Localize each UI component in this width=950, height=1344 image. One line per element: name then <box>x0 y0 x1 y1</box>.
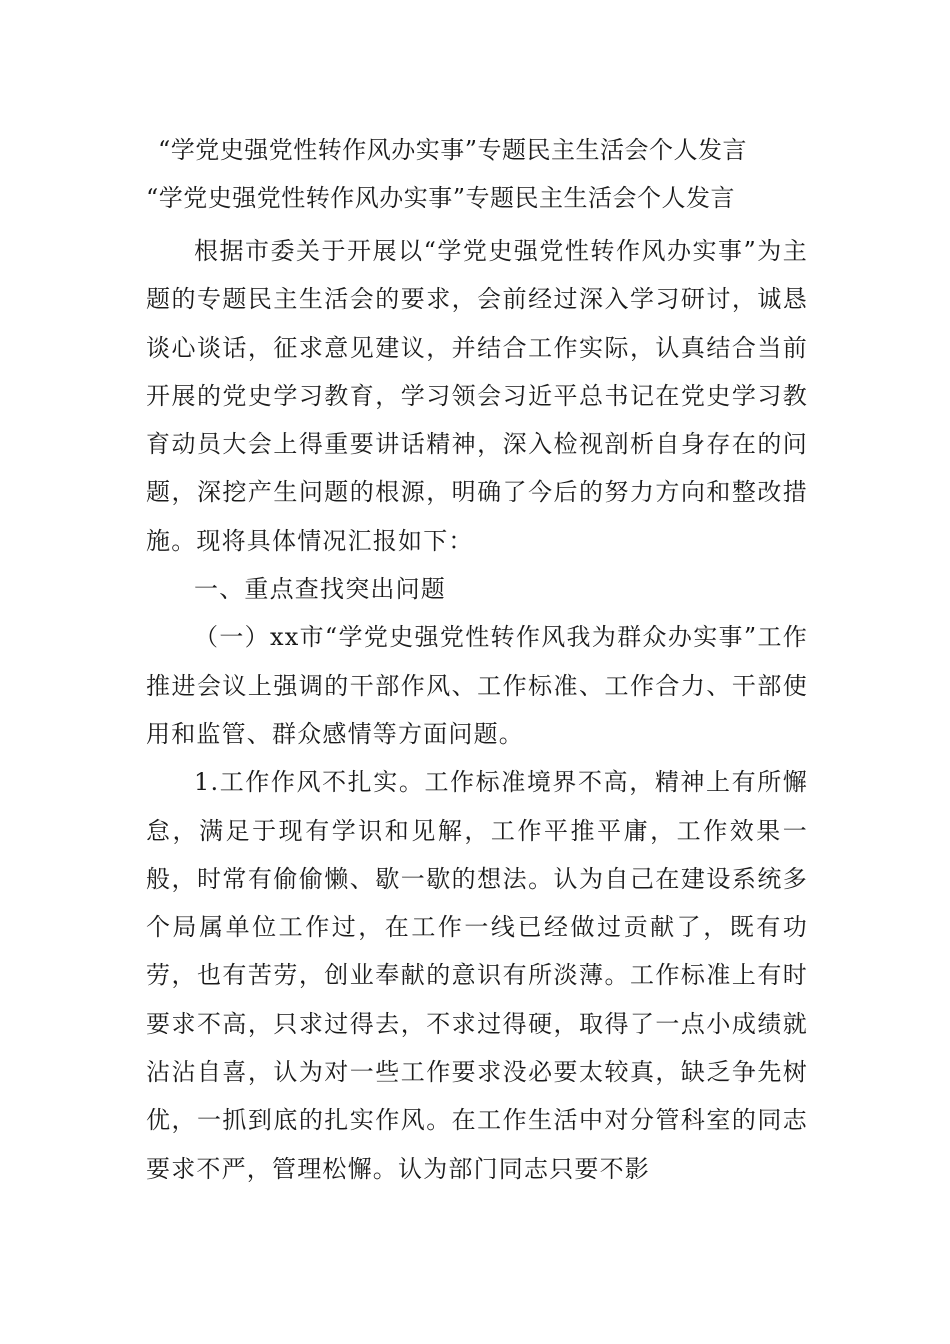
paragraph-intro: 根据市委关于开展以“学党史强党性转作风办实事”为主题的专题民主生活会的要求，会前经过深入学习研讨，诚恳谈心谈话，征求意见建议，并结合工作实际，认真结合当前开展的党史学习教育，学习领会习近平总书记在党史学习教育动员大会上得重要讲话精神，深入检视剖析自身存在的问题，深挖产生问题的根源，明确了今后的努力方向和整改措施。现将具体情况汇报如下： <box>146 237 808 555</box>
document-title-line-2: “学党史强党性转作风办实事”专题民主生活会个人发言 <box>146 184 736 212</box>
document-body <box>146 227 808 1193</box>
paragraph-item-1: 1.工作作风不扎实。工作标准境界不高，精神上有所懈怠，满足于现有学识和见解，工作平推平庸，工作效果一般，时常有偷偷懒、歇一歇的想法。认为自己在建设系统多个局属单位工作过，在工作一线已经做过贡献了，既有功劳，也有苦劳，创业奉献的意识有所淡薄。工作标准上有时要求不高，只求过得去，不求过得硬，取得了一点小成绩就沾沾自喜，认为对一些工作要求没必要太较真，缺乏争先树优，一抓到底的扎实作风。在工作生活中对分管科室的同志要求不严，管理松懈。认为部门同志只要不影 <box>146 768 808 1183</box>
section-heading-1: 一、重点查找突出问题 <box>194 575 446 604</box>
subsection-heading-1: （一）xx市“学党史强党性转作风我为群众办实事”工作推进会议上强调的干部作风、工作标准、工作合力、干部使用和监管、群众感情等方面问题。 <box>146 623 808 748</box>
document-title-line-1: “学党史强党性转作风办实事”专题民主生活会个人发言 <box>158 136 748 164</box>
